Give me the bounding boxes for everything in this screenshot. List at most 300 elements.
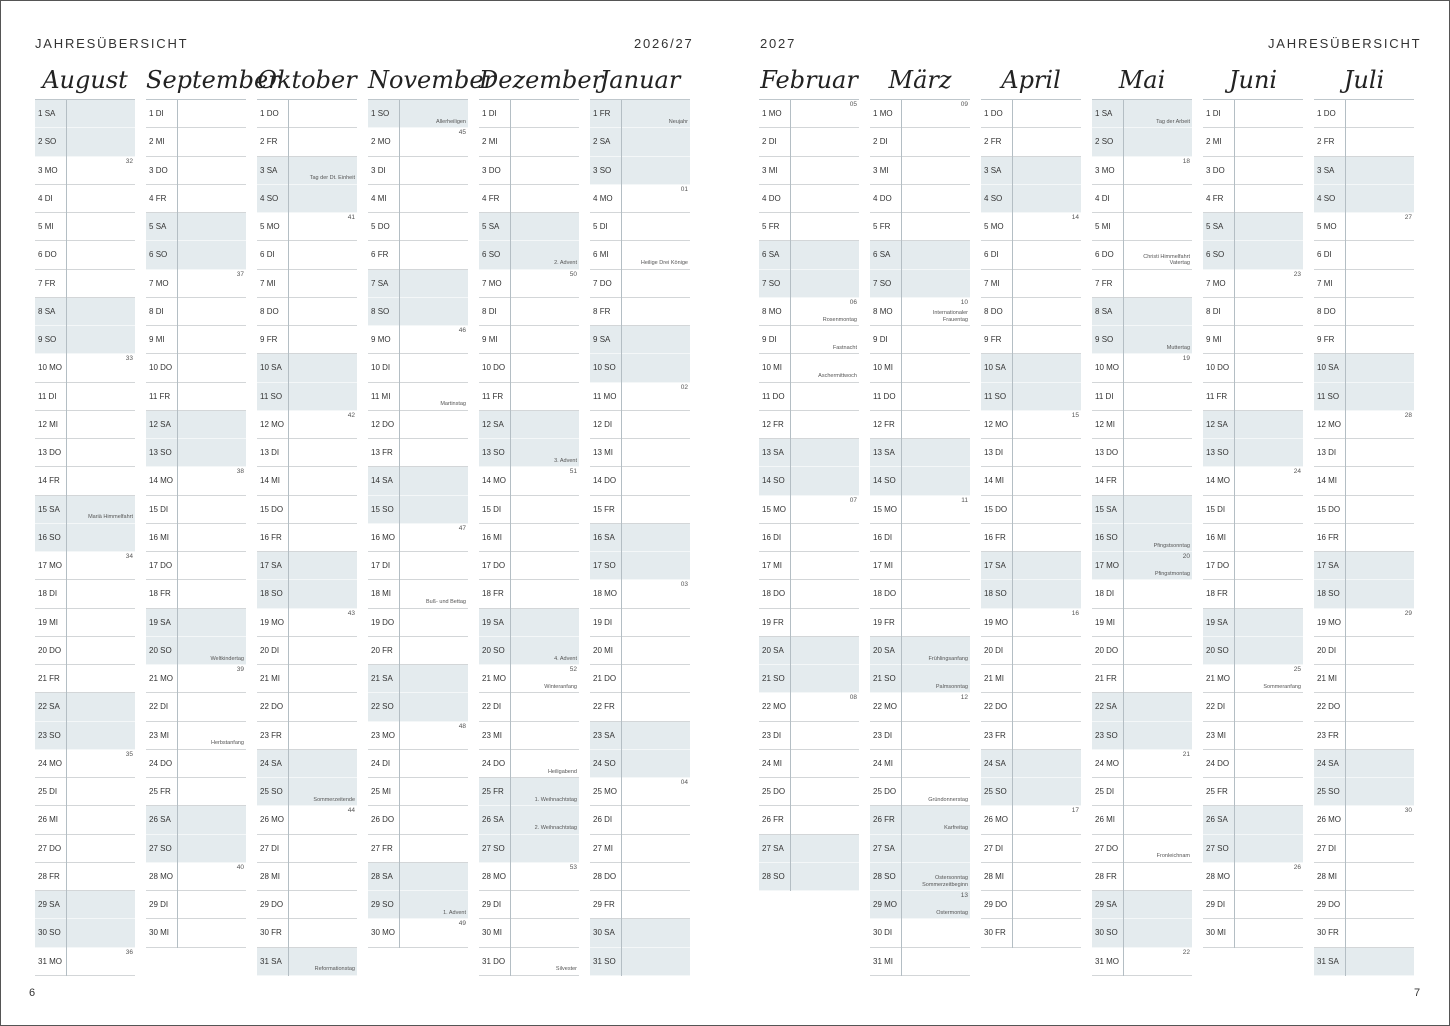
day-divider	[1012, 891, 1013, 919]
day-label	[1095, 561, 1119, 570]
day-number: 25	[1095, 787, 1104, 796]
day-number: 13	[1095, 448, 1104, 457]
weekday: MO	[1217, 476, 1231, 486]
day-row	[759, 411, 859, 439]
day-row	[368, 100, 468, 128]
day-row	[590, 891, 690, 919]
day-label	[984, 420, 1008, 429]
day-number: 16	[1317, 532, 1326, 542]
weekday: FR	[1106, 871, 1117, 881]
holiday-label: Palmsonntag	[935, 683, 968, 690]
day-row	[146, 354, 246, 382]
day-number: 1	[762, 109, 767, 118]
weekday: FR	[488, 193, 500, 203]
weekday: DO	[1323, 109, 1336, 118]
day-label	[1206, 448, 1229, 457]
weekday: SA	[990, 165, 1002, 175]
weekday: DO	[1217, 561, 1230, 570]
day-divider	[288, 439, 289, 467]
day-divider	[1123, 496, 1124, 524]
weekday: MI	[773, 561, 783, 570]
day-label	[873, 589, 896, 598]
day-row	[257, 806, 357, 834]
day-divider	[1012, 467, 1013, 495]
day-number: 19	[482, 617, 491, 627]
day-number: 23	[149, 730, 158, 740]
day-divider	[66, 524, 67, 552]
day-label	[149, 900, 168, 909]
day-label	[260, 335, 277, 344]
holiday-label: Karfreitag	[944, 825, 968, 831]
day-row	[981, 750, 1081, 778]
day-row	[1314, 609, 1414, 637]
day-label	[593, 109, 610, 118]
day-row	[1092, 298, 1192, 326]
day-divider	[1345, 411, 1346, 439]
day-number: 4	[371, 193, 376, 203]
day-number: 2	[260, 137, 265, 147]
day-number: 3	[593, 165, 598, 175]
day-label	[38, 194, 53, 203]
day-row	[35, 128, 135, 156]
day-row	[1203, 863, 1303, 891]
day-divider	[66, 128, 67, 156]
day-divider	[621, 552, 622, 580]
holiday-label: Reformationstag	[314, 966, 355, 973]
day-divider	[177, 806, 178, 834]
day-label	[984, 109, 1003, 118]
weekday: DI	[995, 448, 1004, 457]
day-divider	[399, 411, 400, 439]
day-divider	[399, 241, 400, 269]
day-label	[873, 448, 895, 457]
day-row	[590, 383, 690, 411]
day-label	[260, 731, 282, 740]
day-label	[1206, 222, 1223, 231]
day-label	[1206, 759, 1229, 768]
day-row	[479, 496, 579, 524]
weekday: SO	[44, 335, 57, 344]
day-row	[479, 383, 579, 411]
day-label	[873, 646, 895, 655]
day-row	[590, 863, 690, 891]
day-number: 7	[38, 278, 43, 288]
day-row	[368, 835, 468, 863]
weekday: SO	[1328, 589, 1340, 599]
day-number: 28	[38, 871, 47, 881]
day-number: 21	[371, 674, 380, 683]
day-row	[368, 213, 468, 241]
day-number: 8	[1095, 306, 1100, 316]
day-number: 2	[593, 137, 598, 147]
day-row	[1203, 722, 1303, 750]
day-label	[482, 279, 502, 288]
holiday-label: Fastnacht	[832, 344, 857, 351]
day-number: 19	[593, 617, 602, 627]
day-label	[762, 561, 782, 570]
weekday: MI	[1328, 871, 1338, 881]
weekday: MI	[488, 335, 498, 344]
day-row	[1314, 722, 1414, 750]
weekday: MO	[271, 617, 285, 627]
day-divider	[1234, 863, 1235, 891]
day-row	[981, 580, 1081, 608]
day-divider	[1234, 693, 1235, 721]
day-divider	[621, 326, 622, 354]
day-number: 1	[1206, 109, 1211, 118]
day-row	[981, 778, 1081, 806]
day-divider	[1234, 552, 1235, 580]
day-divider	[66, 637, 67, 665]
weekday: FR	[49, 476, 60, 486]
weekday: SO	[994, 391, 1007, 401]
day-label	[1095, 872, 1117, 881]
day-label	[482, 420, 504, 429]
day-number: 15	[371, 504, 380, 514]
weekday: MO	[773, 504, 787, 514]
day-row	[479, 919, 579, 947]
month-title: Oktober	[257, 66, 357, 94]
day-row	[981, 496, 1081, 524]
weekday: DI	[604, 815, 613, 825]
weekday: DI	[879, 335, 888, 344]
day-number: 19	[149, 617, 158, 627]
day-divider	[177, 750, 178, 778]
day-row	[146, 270, 246, 298]
day-divider	[621, 241, 622, 269]
day-row	[368, 496, 468, 524]
week-number: 10	[960, 298, 968, 306]
day-divider	[1012, 326, 1013, 354]
weekday: MI	[768, 165, 778, 175]
weekday: SO	[884, 871, 896, 881]
day-row	[870, 326, 970, 354]
day-row	[1092, 439, 1192, 467]
day-divider	[1123, 128, 1124, 156]
day-number: 28	[149, 871, 158, 881]
day-label	[1206, 335, 1222, 344]
day-divider	[510, 693, 511, 721]
weekday: DI	[1328, 448, 1337, 457]
day-label	[873, 279, 891, 288]
day-label	[762, 392, 785, 401]
day-number: 2	[1206, 137, 1211, 147]
day-number: 4	[482, 193, 487, 203]
weekday: FR	[492, 391, 504, 401]
holiday-label: 2. Weihnachtstag	[534, 825, 577, 831]
weekday: DO	[1217, 363, 1230, 373]
day-row	[1203, 270, 1303, 298]
day-row	[1092, 693, 1192, 721]
day-number: 29	[1206, 900, 1215, 909]
day-row	[479, 722, 579, 750]
day-label	[984, 618, 1008, 627]
day-divider	[1012, 806, 1013, 834]
day-label	[984, 279, 1000, 288]
day-row	[479, 298, 579, 326]
day-divider	[621, 722, 622, 750]
weekday: MO	[884, 504, 898, 514]
day-number: 24	[149, 758, 158, 768]
day-row	[1092, 496, 1192, 524]
day-divider	[1345, 637, 1346, 665]
day-row	[1203, 778, 1303, 806]
day-divider	[510, 411, 511, 439]
day-label	[1095, 900, 1117, 909]
day-number: 30	[1095, 928, 1104, 938]
day-row	[1092, 778, 1192, 806]
day-row	[479, 213, 579, 241]
week-number: 24	[1293, 468, 1301, 476]
day-label	[593, 533, 615, 542]
day-row	[870, 919, 970, 947]
day-divider	[1012, 609, 1013, 637]
day-number: 9	[260, 335, 265, 344]
day-row	[368, 580, 468, 608]
day-divider	[399, 778, 400, 806]
day-number: 27	[593, 843, 602, 853]
day-number: 19	[1095, 617, 1104, 627]
day-divider	[510, 835, 511, 863]
weekday: FR	[604, 504, 615, 514]
holiday-label: 4. Advent	[554, 655, 577, 662]
day-label	[593, 589, 617, 598]
day-number: 22	[371, 702, 380, 712]
day-number: 14	[762, 476, 771, 486]
day-number: 18	[1095, 589, 1104, 599]
day-number: 28	[1095, 871, 1104, 881]
day-row	[479, 524, 579, 552]
day-number: 7	[593, 278, 598, 288]
day-divider	[1345, 580, 1346, 608]
day-row	[759, 185, 859, 213]
day-row	[590, 580, 690, 608]
day-row	[479, 778, 579, 806]
day-divider	[621, 496, 622, 524]
day-row	[35, 467, 135, 495]
day-divider	[288, 524, 289, 552]
weekday: DI	[879, 137, 888, 147]
day-number: 16	[38, 532, 47, 542]
day-divider	[510, 722, 511, 750]
day-row	[146, 411, 246, 439]
day-number: 4	[1317, 193, 1322, 203]
day-label	[482, 250, 500, 259]
day-label	[593, 646, 613, 655]
day-row	[870, 128, 970, 156]
day-divider	[288, 326, 289, 354]
weekday: DO	[271, 504, 284, 514]
day-number: 29	[260, 900, 269, 909]
day-divider	[1123, 439, 1124, 467]
weekday: SO	[773, 871, 785, 881]
weekday: SA	[604, 928, 615, 938]
day-label	[371, 787, 391, 796]
day-number: 24	[260, 758, 269, 768]
day-divider	[1012, 778, 1013, 806]
day-number: 26	[1206, 815, 1215, 825]
weekday: MI	[990, 278, 1000, 288]
day-number: 7	[482, 278, 487, 288]
weekday: MI	[49, 419, 59, 429]
day-row	[479, 185, 579, 213]
day-number: 31	[1317, 956, 1326, 966]
weekday: MO	[488, 278, 502, 288]
weekday: SA	[493, 419, 504, 429]
weekday: FR	[768, 222, 780, 231]
day-row	[870, 100, 970, 128]
day-row	[35, 580, 135, 608]
day-label	[371, 279, 388, 288]
day-label	[371, 533, 395, 542]
day-number: 24	[762, 758, 771, 768]
day-label	[593, 815, 612, 824]
day-divider	[1234, 326, 1235, 354]
day-number: 11	[1317, 391, 1326, 401]
day-divider	[901, 241, 902, 269]
day-divider	[1123, 411, 1124, 439]
holiday-label: Weltkindertag	[210, 655, 244, 662]
day-number: 18	[1317, 589, 1326, 599]
day-divider	[790, 411, 791, 439]
day-row	[759, 467, 859, 495]
day-divider	[1234, 298, 1235, 326]
weekday: FR	[1216, 391, 1228, 401]
holiday-label: Ostersonntag Sommerzeitbeginn	[922, 875, 968, 888]
weekday: SO	[44, 137, 57, 147]
weekday: FR	[773, 419, 784, 429]
day-divider	[399, 298, 400, 326]
day-label	[38, 335, 56, 344]
day-divider	[399, 383, 400, 411]
day-divider	[1123, 863, 1124, 891]
weekday: SO	[49, 532, 61, 542]
day-divider	[790, 806, 791, 834]
day-label	[984, 505, 1007, 514]
day-number: 19	[260, 617, 269, 627]
day-number: 16	[873, 532, 882, 542]
day-label	[371, 815, 394, 824]
day-number: 18	[1206, 589, 1215, 599]
day-number: 8	[762, 306, 767, 316]
day-number: 25	[149, 787, 158, 796]
day-row	[368, 750, 468, 778]
day-row	[981, 919, 1081, 947]
day-label	[482, 618, 504, 627]
day-divider	[399, 806, 400, 834]
day-row	[1314, 863, 1414, 891]
day-number: 24	[873, 758, 882, 768]
day-number: 10	[149, 363, 158, 373]
week-number: 41	[347, 214, 355, 221]
day-label	[762, 618, 784, 627]
day-divider	[66, 722, 67, 750]
weekday: SA	[49, 900, 60, 909]
day-label	[38, 137, 56, 146]
weekday: DI	[160, 900, 169, 909]
day-number: 23	[593, 730, 602, 740]
day-divider	[510, 863, 511, 891]
day-divider	[1123, 213, 1124, 241]
day-label	[260, 194, 278, 203]
weekday: FR	[1106, 476, 1117, 486]
day-label	[149, 561, 172, 570]
day-label	[38, 109, 55, 118]
day-divider	[1012, 524, 1013, 552]
day-number: 22	[762, 702, 771, 712]
day-number: 18	[873, 589, 882, 599]
day-divider	[1012, 185, 1013, 213]
day-number: 17	[371, 561, 380, 570]
day-label	[1317, 335, 1334, 344]
day-row	[146, 580, 246, 608]
day-row	[146, 778, 246, 806]
day-row	[35, 609, 135, 637]
weekday: SO	[1217, 645, 1229, 655]
day-row	[1314, 891, 1414, 919]
day-number: 15	[260, 504, 269, 514]
weekday: MO	[1328, 617, 1342, 627]
day-divider	[177, 665, 178, 693]
day-divider	[66, 270, 67, 298]
day-number: 22	[1095, 702, 1104, 712]
weekday: SO	[884, 674, 896, 683]
weekday: DO	[1328, 900, 1341, 909]
day-number: 4	[260, 193, 265, 203]
day-divider	[1012, 270, 1013, 298]
day-label	[1317, 109, 1336, 118]
weekday: SA	[266, 165, 278, 175]
day-divider	[621, 157, 622, 185]
day-divider	[1123, 778, 1124, 806]
day-divider	[1012, 213, 1013, 241]
day-label	[260, 618, 284, 627]
day-divider	[1012, 722, 1013, 750]
day-divider	[66, 778, 67, 806]
day-number: 24	[984, 758, 993, 768]
weekday: DI	[995, 645, 1004, 655]
month-column	[257, 62, 357, 978]
day-label	[1095, 787, 1114, 796]
weekday: DI	[773, 532, 782, 542]
day-number: 22	[482, 702, 491, 712]
day-label	[482, 928, 502, 937]
week-number: 16	[1071, 609, 1079, 617]
holiday-label: Mariä Himmelfahrt	[88, 514, 133, 521]
week-number: 51	[569, 468, 577, 476]
weekday: DI	[488, 109, 497, 118]
day-divider	[790, 467, 791, 495]
day-divider	[177, 100, 178, 128]
day-label	[873, 166, 889, 175]
day-row	[1314, 778, 1414, 806]
day-row	[146, 891, 246, 919]
weekday: MO	[377, 137, 391, 147]
day-label	[260, 561, 282, 570]
day-row	[1092, 128, 1192, 156]
weekday: DO	[604, 476, 617, 486]
day-row	[479, 439, 579, 467]
weekday: FR	[49, 871, 60, 881]
day-divider	[1123, 693, 1124, 721]
day-divider	[790, 524, 791, 552]
day-row	[759, 722, 859, 750]
week-number: 34	[125, 553, 133, 560]
weekday: FR	[604, 900, 615, 909]
day-row	[35, 270, 135, 298]
day-divider	[901, 298, 902, 326]
day-label	[984, 589, 1007, 598]
